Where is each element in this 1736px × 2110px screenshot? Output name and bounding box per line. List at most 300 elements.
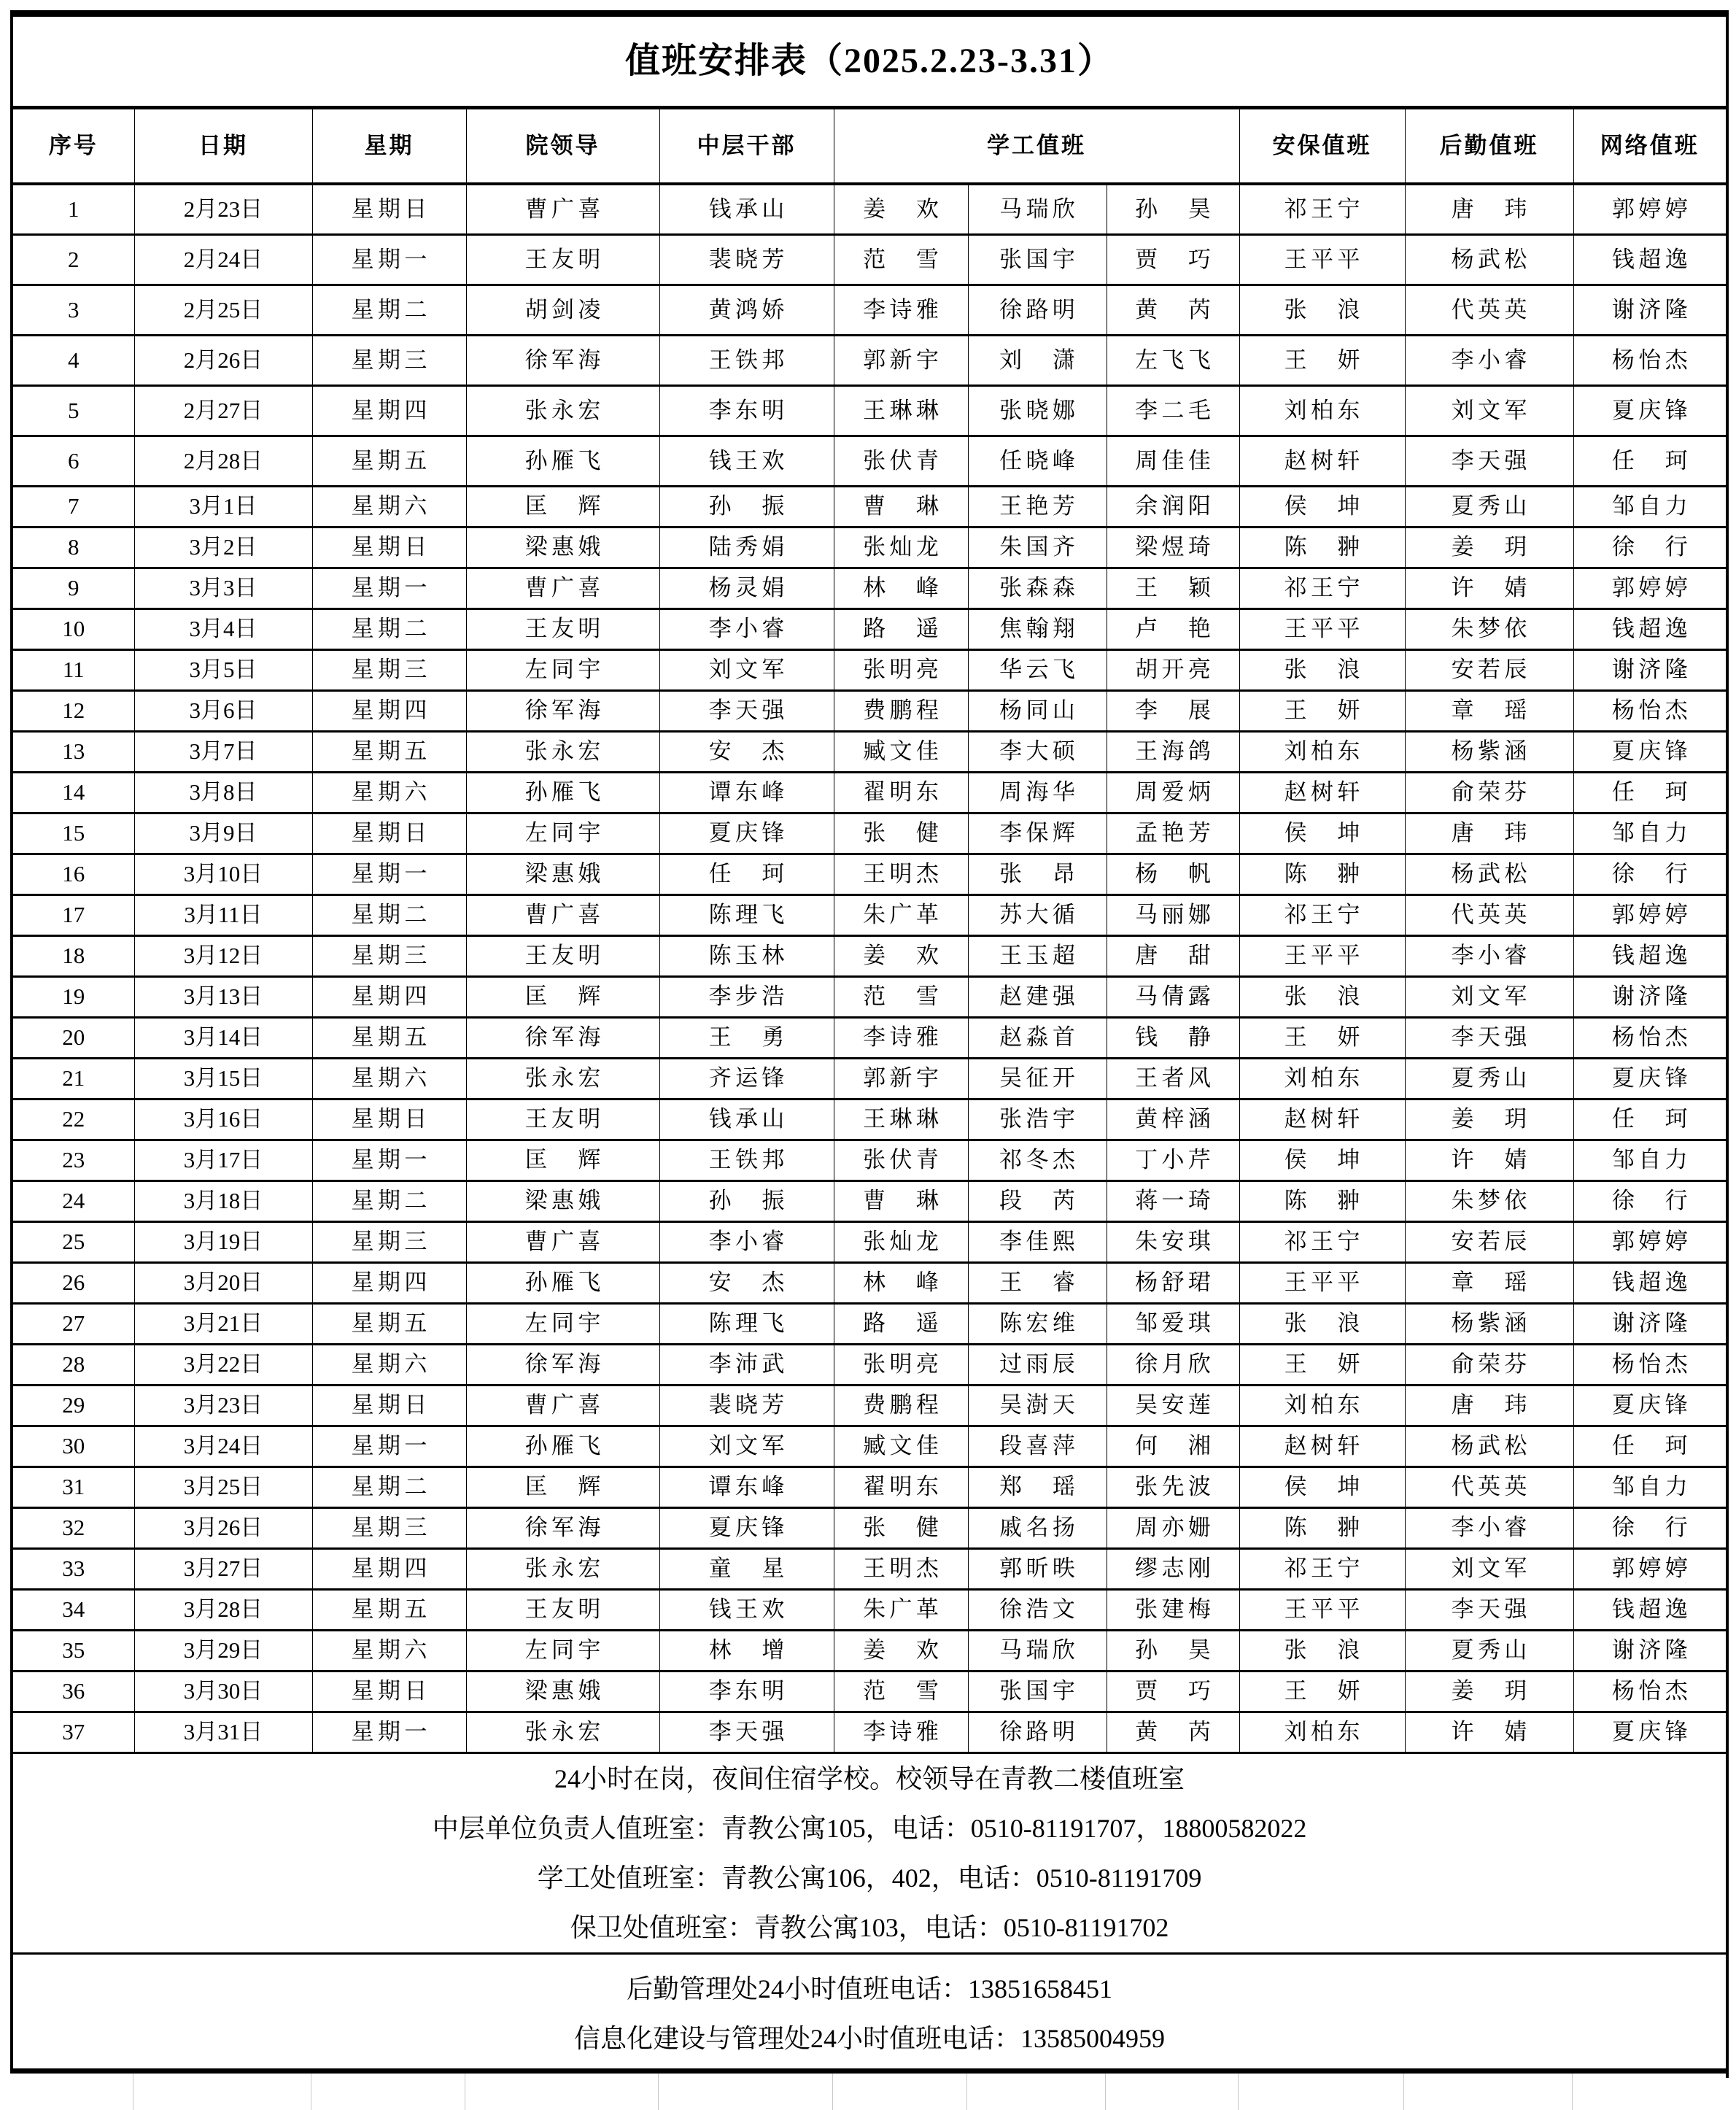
cell-student-duty-1: 姜欢 xyxy=(834,936,968,977)
cell-security-duty: 张浪 xyxy=(1239,1304,1405,1345)
cell-index: 12 xyxy=(12,691,134,732)
cell-security-duty: 刘柏东 xyxy=(1239,1386,1405,1426)
table-row xyxy=(12,773,1727,814)
cell-index: 17 xyxy=(12,895,134,936)
table-row xyxy=(12,568,1727,609)
cell-college-leader: 王友明 xyxy=(466,235,659,285)
cell-date: 3月14日 xyxy=(134,1018,312,1059)
cell-student-duty-3: 唐甜 xyxy=(1107,936,1239,977)
cell-security-duty: 侯坤 xyxy=(1239,487,1405,528)
gridline xyxy=(1572,2074,1573,2110)
cell-logistics-duty: 夏秀山 xyxy=(1405,1059,1573,1100)
cell-student-duty-2: 王睿 xyxy=(968,1263,1107,1304)
cell-student-duty-1: 路遥 xyxy=(834,609,968,650)
cell-security-duty: 陈翀 xyxy=(1239,854,1405,895)
cell-middle-cadre: 谭东峰 xyxy=(659,773,834,814)
cell-network-duty: 谢济隆 xyxy=(1573,1631,1727,1672)
duty-table xyxy=(10,10,1729,2078)
table-row xyxy=(12,1712,1727,1753)
cell-index: 34 xyxy=(12,1590,134,1631)
cell-security-duty: 陈翀 xyxy=(1239,1181,1405,1222)
gridline xyxy=(1105,2074,1106,2110)
cell-student-duty-2: 赵淼首 xyxy=(968,1018,1107,1059)
cell-weekday: 星期一 xyxy=(312,854,466,895)
cell-weekday: 星期四 xyxy=(312,977,466,1018)
cell-date: 3月31日 xyxy=(134,1712,312,1753)
cell-student-duty-1: 张伏青 xyxy=(834,1140,968,1181)
cell-date: 3月26日 xyxy=(134,1508,312,1549)
cell-network-duty: 郭婷婷 xyxy=(1573,184,1727,235)
cell-date: 3月4日 xyxy=(134,609,312,650)
cell-security-duty: 侯坤 xyxy=(1239,1467,1405,1508)
cell-student-duty-1: 张健 xyxy=(834,1508,968,1549)
cell-index: 16 xyxy=(12,854,134,895)
cell-security-duty: 张浪 xyxy=(1239,977,1405,1018)
header-row xyxy=(12,108,1727,185)
cell-student-duty-3: 卢艳 xyxy=(1107,609,1239,650)
cell-network-duty: 谢济隆 xyxy=(1573,285,1727,336)
cell-student-duty-1: 姜欢 xyxy=(834,1631,968,1672)
cell-student-duty-3: 邹爱琪 xyxy=(1107,1304,1239,1345)
cell-middle-cadre: 黄鸿娇 xyxy=(659,285,834,336)
cell-security-duty: 王妍 xyxy=(1239,336,1405,386)
cell-middle-cadre: 钱王欢 xyxy=(659,1590,834,1631)
cell-student-duty-3: 孙昊 xyxy=(1107,184,1239,235)
cell-student-duty-2: 马瑞欣 xyxy=(968,184,1107,235)
table-row xyxy=(12,235,1727,285)
cell-college-leader: 徐军海 xyxy=(466,1018,659,1059)
column-header-network-duty: 网络值班 xyxy=(1573,108,1727,185)
cell-security-duty: 祁王宁 xyxy=(1239,1549,1405,1590)
cell-student-duty-1: 王琳琳 xyxy=(834,386,968,436)
hotlines-row xyxy=(12,1954,1727,2074)
cell-logistics-duty: 李小睿 xyxy=(1405,1508,1573,1549)
cell-security-duty: 王妍 xyxy=(1239,1345,1405,1386)
cell-middle-cadre: 李东明 xyxy=(659,1672,834,1712)
cell-weekday: 星期三 xyxy=(312,1222,466,1263)
cell-weekday: 星期六 xyxy=(312,487,466,528)
cell-security-duty: 陈翀 xyxy=(1239,528,1405,568)
cell-network-duty: 杨怡杰 xyxy=(1573,1672,1727,1712)
cell-logistics-duty: 姜玥 xyxy=(1405,1672,1573,1712)
cell-student-duty-2: 朱国齐 xyxy=(968,528,1107,568)
cell-student-duty-2: 李佳熙 xyxy=(968,1222,1107,1263)
cell-student-duty-3: 左飞飞 xyxy=(1107,336,1239,386)
table-row xyxy=(12,436,1727,487)
cell-student-duty-1: 郭新宇 xyxy=(834,1059,968,1100)
table-row xyxy=(12,732,1727,773)
cell-student-duty-3: 张先波 xyxy=(1107,1467,1239,1508)
cell-college-leader: 梁惠娥 xyxy=(466,854,659,895)
cell-weekday: 星期六 xyxy=(312,1059,466,1100)
cell-student-duty-2: 段芮 xyxy=(968,1181,1107,1222)
cell-date: 3月9日 xyxy=(134,814,312,854)
cell-weekday: 星期日 xyxy=(312,1100,466,1140)
cell-logistics-duty: 刘文军 xyxy=(1405,386,1573,436)
column-header-college-leader: 院领导 xyxy=(466,108,659,185)
table-row xyxy=(12,184,1727,235)
cell-logistics-duty: 章瑶 xyxy=(1405,1263,1573,1304)
cell-weekday: 星期二 xyxy=(312,285,466,336)
cell-date: 3月2日 xyxy=(134,528,312,568)
cell-network-duty: 杨怡杰 xyxy=(1573,1345,1727,1386)
cell-college-leader: 梁惠娥 xyxy=(466,528,659,568)
cell-weekday: 星期日 xyxy=(312,814,466,854)
cell-student-duty-2: 郭昕昳 xyxy=(968,1549,1107,1590)
cell-date: 3月3日 xyxy=(134,568,312,609)
cell-security-duty: 赵树轩 xyxy=(1239,1426,1405,1467)
cell-student-duty-2: 段喜萍 xyxy=(968,1426,1107,1467)
cell-weekday: 星期日 xyxy=(312,1386,466,1426)
cell-network-duty: 谢济隆 xyxy=(1573,650,1727,691)
cell-student-duty-2: 赵建强 xyxy=(968,977,1107,1018)
cell-index: 37 xyxy=(12,1712,134,1753)
cell-student-duty-3: 李展 xyxy=(1107,691,1239,732)
cell-logistics-duty: 李天强 xyxy=(1405,436,1573,487)
cell-network-duty: 夏庆锋 xyxy=(1573,1712,1727,1753)
cell-student-duty-3: 黄芮 xyxy=(1107,285,1239,336)
cell-security-duty: 刘柏东 xyxy=(1239,386,1405,436)
cell-student-duty-3: 缪志刚 xyxy=(1107,1549,1239,1590)
cell-index: 7 xyxy=(12,487,134,528)
cell-network-duty: 邹自力 xyxy=(1573,814,1727,854)
cell-student-duty-2: 郑瑶 xyxy=(968,1467,1107,1508)
cell-student-duty-3: 杨帆 xyxy=(1107,854,1239,895)
cell-index: 30 xyxy=(12,1426,134,1467)
cell-student-duty-1: 王明杰 xyxy=(834,1549,968,1590)
table-row xyxy=(12,936,1727,977)
cell-security-duty: 王平平 xyxy=(1239,1590,1405,1631)
cell-weekday: 星期二 xyxy=(312,609,466,650)
cell-date: 3月16日 xyxy=(134,1100,312,1140)
cell-college-leader: 左同宇 xyxy=(466,1304,659,1345)
cell-student-duty-3: 胡开亮 xyxy=(1107,650,1239,691)
cell-student-duty-1: 范雪 xyxy=(834,1672,968,1712)
table-row xyxy=(12,1426,1727,1467)
cell-weekday: 星期日 xyxy=(312,528,466,568)
cell-college-leader: 孙雁飞 xyxy=(466,436,659,487)
cell-date: 3月6日 xyxy=(134,691,312,732)
cell-network-duty: 钱超逸 xyxy=(1573,609,1727,650)
cell-security-duty: 刘柏东 xyxy=(1239,732,1405,773)
cell-student-duty-2: 周海华 xyxy=(968,773,1107,814)
cell-index: 8 xyxy=(12,528,134,568)
cell-date: 3月19日 xyxy=(134,1222,312,1263)
cell-index: 23 xyxy=(12,1140,134,1181)
cell-index: 35 xyxy=(12,1631,134,1672)
cell-index: 3 xyxy=(12,285,134,336)
cell-college-leader: 匡辉 xyxy=(466,977,659,1018)
cell-index: 2 xyxy=(12,235,134,285)
cell-weekday: 星期日 xyxy=(312,1672,466,1712)
cell-network-duty: 邹自力 xyxy=(1573,487,1727,528)
cell-student-duty-3: 孙昊 xyxy=(1107,1631,1239,1672)
table-row xyxy=(12,1059,1727,1100)
cell-college-leader: 匡辉 xyxy=(466,1140,659,1181)
cell-college-leader: 孙雁飞 xyxy=(466,1426,659,1467)
cell-student-duty-1: 费鹏程 xyxy=(834,691,968,732)
cell-student-duty-2: 焦翰翔 xyxy=(968,609,1107,650)
cell-logistics-duty: 夏秀山 xyxy=(1405,487,1573,528)
note-line: 中层单位负责人值班室：青教公寓105，电话：0510-81191707，18800582022 xyxy=(432,1814,1307,1843)
cell-index: 11 xyxy=(12,650,134,691)
cell-college-leader: 王友明 xyxy=(466,1590,659,1631)
cell-date: 3月24日 xyxy=(134,1426,312,1467)
cell-security-duty: 侯坤 xyxy=(1239,1140,1405,1181)
table-row xyxy=(12,1672,1727,1712)
cell-student-duty-3: 钱静 xyxy=(1107,1018,1239,1059)
hotlines-block xyxy=(12,1954,1727,2074)
cell-college-leader: 曹广喜 xyxy=(466,1386,659,1426)
title-row xyxy=(12,14,1727,108)
cell-weekday: 星期二 xyxy=(312,1467,466,1508)
cell-weekday: 星期日 xyxy=(312,184,466,235)
cell-college-leader: 曹广喜 xyxy=(466,1222,659,1263)
cell-logistics-duty: 李天强 xyxy=(1405,1018,1573,1059)
cell-middle-cadre: 李天强 xyxy=(659,1712,834,1753)
cell-middle-cadre: 夏庆锋 xyxy=(659,1508,834,1549)
cell-weekday: 星期五 xyxy=(312,436,466,487)
cell-student-duty-3: 徐月欣 xyxy=(1107,1345,1239,1386)
cell-logistics-duty: 唐玮 xyxy=(1405,1386,1573,1426)
cell-security-duty: 陈翀 xyxy=(1239,1508,1405,1549)
cell-security-duty: 王平平 xyxy=(1239,936,1405,977)
cell-student-duty-2: 吴征开 xyxy=(968,1059,1107,1100)
cell-college-leader: 曹广喜 xyxy=(466,184,659,235)
cell-index: 32 xyxy=(12,1508,134,1549)
cell-network-duty: 谢济隆 xyxy=(1573,977,1727,1018)
table-row xyxy=(12,1222,1727,1263)
cell-date: 3月29日 xyxy=(134,1631,312,1672)
cell-student-duty-2: 戚名扬 xyxy=(968,1508,1107,1549)
cell-student-duty-3: 马丽娜 xyxy=(1107,895,1239,936)
cell-college-leader: 王友明 xyxy=(466,936,659,977)
table-row xyxy=(12,285,1727,336)
cell-college-leader: 张永宏 xyxy=(466,1059,659,1100)
cell-security-duty: 张浪 xyxy=(1239,285,1405,336)
cell-college-leader: 左同宇 xyxy=(466,814,659,854)
cell-index: 6 xyxy=(12,436,134,487)
cell-college-leader: 徐军海 xyxy=(466,336,659,386)
cell-network-duty: 夏庆锋 xyxy=(1573,732,1727,773)
cell-index: 33 xyxy=(12,1549,134,1590)
cell-weekday: 星期三 xyxy=(312,936,466,977)
cell-logistics-duty: 代英英 xyxy=(1405,1467,1573,1508)
cell-student-duty-1: 臧文佳 xyxy=(834,732,968,773)
cell-middle-cadre: 陈理飞 xyxy=(659,895,834,936)
cell-student-duty-1: 路遥 xyxy=(834,1304,968,1345)
cell-college-leader: 孙雁飞 xyxy=(466,1263,659,1304)
cell-weekday: 星期二 xyxy=(312,1181,466,1222)
cell-index: 28 xyxy=(12,1345,134,1386)
cell-logistics-duty: 许婧 xyxy=(1405,568,1573,609)
cell-logistics-duty: 夏秀山 xyxy=(1405,1631,1573,1672)
cell-weekday: 星期五 xyxy=(312,1018,466,1059)
cell-logistics-duty: 安若辰 xyxy=(1405,1222,1573,1263)
cell-college-leader: 匡辉 xyxy=(466,487,659,528)
table-row xyxy=(12,487,1727,528)
table-row xyxy=(12,1100,1727,1140)
cell-security-duty: 王平平 xyxy=(1239,609,1405,650)
cell-student-duty-3: 吴安莲 xyxy=(1107,1386,1239,1426)
cell-index: 14 xyxy=(12,773,134,814)
column-header-date: 日期 xyxy=(134,108,312,185)
cell-security-duty: 刘柏东 xyxy=(1239,1712,1405,1753)
cell-middle-cadre: 钱王欢 xyxy=(659,436,834,487)
cell-student-duty-3: 贾巧 xyxy=(1107,1672,1239,1712)
cell-index: 18 xyxy=(12,936,134,977)
cell-student-duty-1: 张明亮 xyxy=(834,650,968,691)
cell-security-duty: 祁王宁 xyxy=(1239,184,1405,235)
cell-network-duty: 徐行 xyxy=(1573,1181,1727,1222)
cell-college-leader: 孙雁飞 xyxy=(466,773,659,814)
cell-student-duty-3: 王颖 xyxy=(1107,568,1239,609)
cell-security-duty: 祁王宁 xyxy=(1239,895,1405,936)
cell-college-leader: 张永宏 xyxy=(466,386,659,436)
cell-student-duty-2: 过雨辰 xyxy=(968,1345,1107,1386)
cell-weekday: 星期三 xyxy=(312,336,466,386)
cell-middle-cadre: 安杰 xyxy=(659,1263,834,1304)
table-row xyxy=(12,1508,1727,1549)
cell-student-duty-1: 翟明东 xyxy=(834,1467,968,1508)
cell-weekday: 星期六 xyxy=(312,773,466,814)
cell-logistics-duty: 朱梦依 xyxy=(1405,609,1573,650)
cell-student-duty-2: 苏大循 xyxy=(968,895,1107,936)
cell-index: 21 xyxy=(12,1059,134,1100)
cell-index: 36 xyxy=(12,1672,134,1712)
cell-middle-cadre: 裴晓芳 xyxy=(659,235,834,285)
cell-logistics-duty: 唐玮 xyxy=(1405,184,1573,235)
cell-index: 9 xyxy=(12,568,134,609)
cell-logistics-duty: 李天强 xyxy=(1405,1590,1573,1631)
cell-logistics-duty: 代英英 xyxy=(1405,895,1573,936)
cell-student-duty-3: 蒋一琦 xyxy=(1107,1181,1239,1222)
cell-date: 2月23日 xyxy=(134,184,312,235)
cell-network-duty: 谢济隆 xyxy=(1573,1304,1727,1345)
cell-student-duty-3: 梁煜琦 xyxy=(1107,528,1239,568)
cell-logistics-duty: 许婧 xyxy=(1405,1712,1573,1753)
cell-logistics-duty: 杨紫涵 xyxy=(1405,1304,1573,1345)
cell-student-duty-2: 王玉超 xyxy=(968,936,1107,977)
cell-network-duty: 任珂 xyxy=(1573,773,1727,814)
cell-student-duty-1: 张灿龙 xyxy=(834,528,968,568)
cell-logistics-duty: 朱梦依 xyxy=(1405,1181,1573,1222)
cell-middle-cadre: 王铁邦 xyxy=(659,336,834,386)
cell-weekday: 星期五 xyxy=(312,732,466,773)
cell-student-duty-2: 徐路明 xyxy=(968,285,1107,336)
cell-index: 27 xyxy=(12,1304,134,1345)
cell-student-duty-1: 张伏青 xyxy=(834,436,968,487)
cell-date: 3月17日 xyxy=(134,1140,312,1181)
cell-weekday: 星期六 xyxy=(312,1345,466,1386)
cell-index: 26 xyxy=(12,1263,134,1304)
cell-logistics-duty: 杨武松 xyxy=(1405,1426,1573,1467)
cell-student-duty-2: 李保辉 xyxy=(968,814,1107,854)
cell-weekday: 星期一 xyxy=(312,1712,466,1753)
cell-weekday: 星期四 xyxy=(312,386,466,436)
cell-middle-cadre: 孙振 xyxy=(659,487,834,528)
table-row xyxy=(12,895,1727,936)
cell-student-duty-3: 黄梓涵 xyxy=(1107,1100,1239,1140)
cell-student-duty-2: 张国宇 xyxy=(968,1672,1107,1712)
cell-index: 29 xyxy=(12,1386,134,1426)
cell-middle-cadre: 王铁邦 xyxy=(659,1140,834,1181)
cell-student-duty-1: 李诗雅 xyxy=(834,1018,968,1059)
cell-student-duty-2: 王艳芳 xyxy=(968,487,1107,528)
cell-network-duty: 夏庆锋 xyxy=(1573,1059,1727,1100)
cell-date: 3月15日 xyxy=(134,1059,312,1100)
cell-logistics-duty: 俞荣芬 xyxy=(1405,1345,1573,1386)
column-header-index: 序号 xyxy=(12,108,134,185)
cell-middle-cadre: 王勇 xyxy=(659,1018,834,1059)
note-line: 保卫处值班室：青教公寓103，电话：0510-81191702 xyxy=(570,1913,1169,1942)
cell-security-duty: 赵树轩 xyxy=(1239,436,1405,487)
table-row xyxy=(12,1181,1727,1222)
gridline xyxy=(1403,2074,1404,2110)
cell-logistics-duty: 唐玮 xyxy=(1405,814,1573,854)
cell-weekday: 星期四 xyxy=(312,691,466,732)
cell-student-duty-3: 马倩露 xyxy=(1107,977,1239,1018)
cell-middle-cadre: 夏庆锋 xyxy=(659,814,834,854)
cell-student-duty-2: 张浩宇 xyxy=(968,1100,1107,1140)
cell-student-duty-2: 李大硕 xyxy=(968,732,1107,773)
cell-date: 3月11日 xyxy=(134,895,312,936)
cell-student-duty-1: 张灿龙 xyxy=(834,1222,968,1263)
cell-security-duty: 赵树轩 xyxy=(1239,773,1405,814)
cell-middle-cadre: 林增 xyxy=(659,1631,834,1672)
cell-network-duty: 钱超逸 xyxy=(1573,235,1727,285)
cell-middle-cadre: 安杰 xyxy=(659,732,834,773)
cell-student-duty-1: 张明亮 xyxy=(834,1345,968,1386)
cell-logistics-duty: 姜玥 xyxy=(1405,528,1573,568)
cell-student-duty-2: 张昂 xyxy=(968,854,1107,895)
cell-student-duty-3: 黄芮 xyxy=(1107,1712,1239,1753)
table-row xyxy=(12,609,1727,650)
cell-index: 19 xyxy=(12,977,134,1018)
cell-weekday: 星期一 xyxy=(312,1426,466,1467)
table-row xyxy=(12,336,1727,386)
cell-student-duty-3: 周爱炳 xyxy=(1107,773,1239,814)
cell-index: 4 xyxy=(12,336,134,386)
cell-date: 2月25日 xyxy=(134,285,312,336)
cell-student-duty-3: 余润阳 xyxy=(1107,487,1239,528)
cell-index: 15 xyxy=(12,814,134,854)
cell-student-duty-1: 曹琳 xyxy=(834,487,968,528)
cell-date: 3月22日 xyxy=(134,1345,312,1386)
cell-middle-cadre: 陆秀娟 xyxy=(659,528,834,568)
cell-college-leader: 王友明 xyxy=(466,1100,659,1140)
table-row xyxy=(12,1590,1727,1631)
cell-college-leader: 梁惠娥 xyxy=(466,1181,659,1222)
cell-student-duty-1: 王琳琳 xyxy=(834,1100,968,1140)
column-header-weekday: 星期 xyxy=(312,108,466,185)
cell-middle-cadre: 陈玉林 xyxy=(659,936,834,977)
duty-roster-sheet xyxy=(10,10,1726,2078)
cell-security-duty: 祁王宁 xyxy=(1239,1222,1405,1263)
cell-network-duty: 夏庆锋 xyxy=(1573,1386,1727,1426)
cell-index: 31 xyxy=(12,1467,134,1508)
table-row xyxy=(12,1018,1727,1059)
cell-student-duty-1: 张健 xyxy=(834,814,968,854)
cell-weekday: 星期六 xyxy=(312,1631,466,1672)
cell-weekday: 星期一 xyxy=(312,1140,466,1181)
cell-college-leader: 匡辉 xyxy=(466,1467,659,1508)
cell-middle-cadre: 钱承山 xyxy=(659,1100,834,1140)
cell-date: 3月7日 xyxy=(134,732,312,773)
cell-security-duty: 王妍 xyxy=(1239,1018,1405,1059)
cell-security-duty: 赵树轩 xyxy=(1239,1100,1405,1140)
note-line: 24小时在岗，夜间住宿学校。校领导在青教二楼值班室 xyxy=(554,1764,1185,1793)
